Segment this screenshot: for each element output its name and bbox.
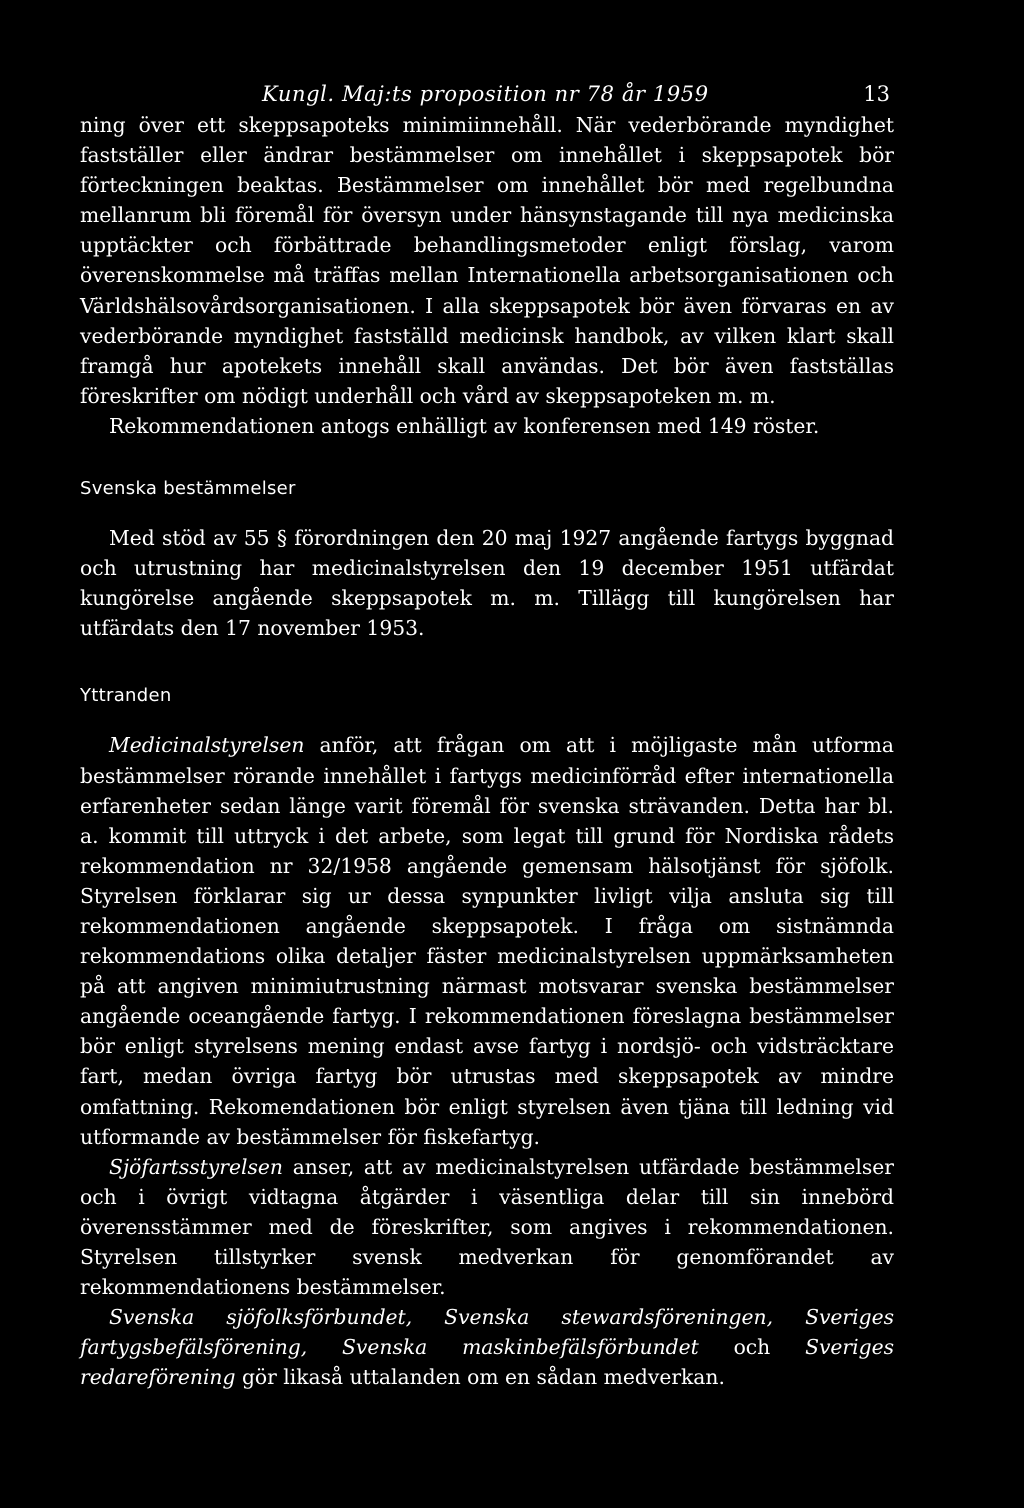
running-title: Kungl. Maj:ts proposition nr 78 år 1959 <box>262 82 709 106</box>
paragraph-sjofartsstyrelsen <box>80 1152 894 1302</box>
rules-text-before-sign: Med stöd av 55 <box>109 526 270 551</box>
agency-name: Sjöfartsstyrelsen <box>109 1154 283 1179</box>
section-sign: § <box>276 526 287 551</box>
statement-text: anför, att frågan om att i möjligaste mån utforma bestämmelser rörande innehållet i fartygs medicinförråd efter internationella erfarenheter sedan länge varit föremål för svenska strävanden. Detta har bl. a. kommit till uttryck i det arbete, som legat till grund för Nordiska rådets rekommendation nr 32/1958 angående gemensam hälsotjänst för sjöfolk. Styrelsen förklarar sig ur dessa synpunkter livligt vilja ansluta sig till rekommendationen angående skeppsapotek. I fråga om sistnämnda rekommendations olika detaljer fäster medicinalstyrelsen uppmärksamheten på att angiven minimiutrustning närmast motsvarar svenska bestämmelser angående oceangående fartyg. I rekommendationen föreslagna bestämmelser bör enligt styrelsens mening endast avse fartyg i nordsjö- och vidsträcktare fart, medan övriga fartyg bör utrustas med skeppsapotek av mindre omfattning. Rekomendationen bör enligt styrelsen även tjäna till ledning vid utformande av bestämmelser för fiskefartyg. <box>80 733 895 1149</box>
agency-name: Medicinalstyrelsen <box>109 733 305 758</box>
paragraph-organizations <box>80 1302 894 1392</box>
paragraph-swedish-rules <box>80 523 894 643</box>
paragraph-medicinalstyrelsen <box>80 730 894 1151</box>
statement-text: gör likaså uttalanden om en sådan medverkan. <box>241 1365 725 1390</box>
page-number: 13 <box>863 82 890 106</box>
page-header <box>80 70 894 110</box>
heading-swedish-rules: Svenska bestämmelser <box>80 478 296 500</box>
organization-name: Sveriges redareförening <box>80 1335 894 1390</box>
connector-word: och <box>733 1335 771 1360</box>
document-page <box>80 70 894 1392</box>
statement-text: anser, att av medicinalstyrelsen utfärdade bestämmelser och i övrigt vidtagna åtgärder i väsentliga delar till sin innebörd överensstämmer med de föreskrifter, som angives i rekommendationen. Styrelsen tillstyrker svensk medverkan för genomförandet av rekommendationens bestämmelser. <box>80 1154 894 1300</box>
paragraph-continued: ning över ett skeppsapoteks minimiinnehåll. När vederbörande myndighet fastställer eller ändrar bestämmelser om innehållet i skeppsapotek bör förteckningen beaktas. Bestämmelser om innehållet bör med regelbundna mellanrum bli föremål för översyn under hänsynstagande till nya medicinska upptäckter och förbättrade behandlingsmetoder enligt förslag, varom överenskommelse må träffas mellan Internationella arbetsorganisationen och Världshälsovårdsorganisationen. I alla skeppsapotek bör även förvaras en av vederbörande myndighet fastställd medicinsk handbok, av vilken klart skall framgå hur apotekets innehåll skall användas. Det bör även fastställas föreskrifter om nödigt underhåll och vård av skeppsapoteken m. m. <box>80 113 894 408</box>
paragraph-vote-result: Rekommendationen antogs enhälligt av konferensen med 149 röster. <box>109 413 820 438</box>
rules-text-after-sign: förordningen den 20 maj 1927 angående fartygs byggnad och utrustning har medicinalstyrelsen den 19 december 1951 utfärdat kungörelse angående skeppsapotek m. m. Tillägg till kungörelsen har utfärdats den 17 november 1953. <box>80 526 895 641</box>
heading-statements: Yttranden <box>80 685 172 707</box>
organization-names: Svenska sjöfolksförbundet, Svenska stewardsföreningen, Sveriges fartygsbefälsförening, Svenska maskinbefälsförbundet <box>80 1305 894 1360</box>
